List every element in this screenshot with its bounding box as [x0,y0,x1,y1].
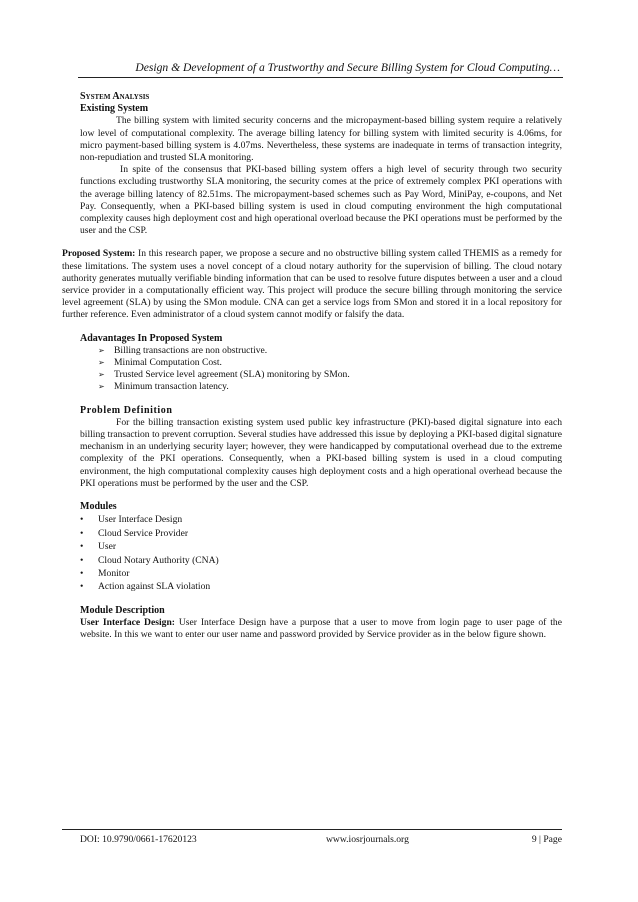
list-item: • Monitor [80,567,130,579]
page-body [62,85,562,641]
list-item: • Cloud Service Provider [80,527,189,539]
module-description-heading: Module Description [80,604,165,616]
proposed-system-text: In this research paper, we propose a secure and no obstructive billing system called THEMIS as a remedy for these limitations. The system uses a novel concept of a cloud notary authority for the supervision of billing. The cloud notary authority generates mutually verifiable binding information that can be used to resolve future disputes between a user and a cloud service provider in a computationally efficient way. This project will produce the secure billing through monitoring the service level agreement (SLA) by using the SMon module. CNA can get a service logs from SMon and stored it in a local repository for further reference. Even administrator of a cloud system cannot modify or falsify the data. [62,248,563,321]
advantages-heading: Adavantages In Proposed System [80,332,223,344]
bullet-icon: • [80,541,84,553]
list-item: • User [80,541,117,553]
bullet-icon: • [80,527,84,539]
list-item: • Cloud Notary Authority (CNA) [80,554,219,566]
existing-system-paragraph-1: The billing system with limited security concerns and the micropayment-based billing system require a relatively low level of computational complexity. The average billing latency for billing system with limited security is 4.06ms, for micro payment-based billing system is 4.07ms. Nevertheless, these systems are inadequate in terms of transaction integrity, non-repudiation and trusted SLA monitoring. [80,115,562,164]
proposed-system-paragraph [62,248,562,321]
list-item: ➢ Billing transactions are non obstructive. [98,344,268,356]
arrow-bullet-icon: ➢ [98,358,105,368]
bullet-icon: • [80,581,84,593]
header-rule [78,77,563,78]
existing-system-heading: Existing System [80,103,149,115]
user-interface-design-text: User Interface Design have a purpose that a user to move from login page to user page of the website. In this we want to enter our user name and password provided by Service provider as in the below figure shown. [80,616,562,641]
modules-heading: Modules [80,501,117,513]
bullet-icon: • [80,567,84,579]
running-header: Design & Development of a Trustworthy and Secure Billing System for Cloud Computing… [135,61,560,74]
footer-page-number: 9 | Page [531,834,562,845]
existing-system-paragraph-2: In spite of the consensus that PKI-based billing system offers a high level of security through two security functions excluding trustworthy SLA monitoring, the security comes at the price of extremely complex PKI operations with the average billing latency of 82.51ms. The micropayment-based schemes such as Pay Word, MiniPay, e-coupons, and Net Pay. Consequently, when a PKI-based billing system is used in cloud computing environment the high computational complexity causes high deployment cost and high operational overload because the PKI operations must be performed by the user and the CSP. [80,164,562,237]
list-item: ➢ Trusted Service level agreement (SLA) monitoring by SMon. [98,369,350,381]
section-title: System Analysis [80,91,150,102]
modules-list [62,513,562,593]
footer-doi: DOI: 10.9790/0661-17620123 [80,834,197,845]
bullet-icon: • [80,554,84,566]
footer-rule [62,829,562,830]
module-description-paragraph [80,617,562,641]
user-interface-design-label: User Interface Design: [80,616,175,628]
bullet-icon: • [80,514,84,526]
arrow-bullet-icon: ➢ [98,345,105,355]
list-item: • Action against SLA violation [80,581,211,593]
footer-website: www.iosrjournals.org [326,834,409,845]
list-item: ➢ Minimum transaction latency. [98,381,229,393]
problem-definition-heading: Problem Definition [80,404,173,416]
list-item: • User Interface Design [80,514,183,526]
arrow-bullet-icon: ➢ [98,370,105,380]
advantages-list [62,345,562,394]
list-item: ➢ Minimal Computation Cost. [98,357,222,369]
problem-definition-paragraph: For the billing transaction existing system used public key infrastructure (PKI)-based digital signature into each billing transaction to prevent corruption. Several studies have addressed this issue by deploying a PKI-based digital signature mechanism in an underlying security layer; however, they were handicapped by computational overhead due to the extreme complexity of the PKI operations. Consequently, when a PKI-based billing system is used in a cloud computing environment, the high computational complexity causes high deployment costs and a high operational overhead because the PKI operations must be performed by the user and the CSP. [80,416,562,489]
arrow-bullet-icon: ➢ [98,382,105,392]
proposed-system-label: Proposed System: [62,248,136,260]
